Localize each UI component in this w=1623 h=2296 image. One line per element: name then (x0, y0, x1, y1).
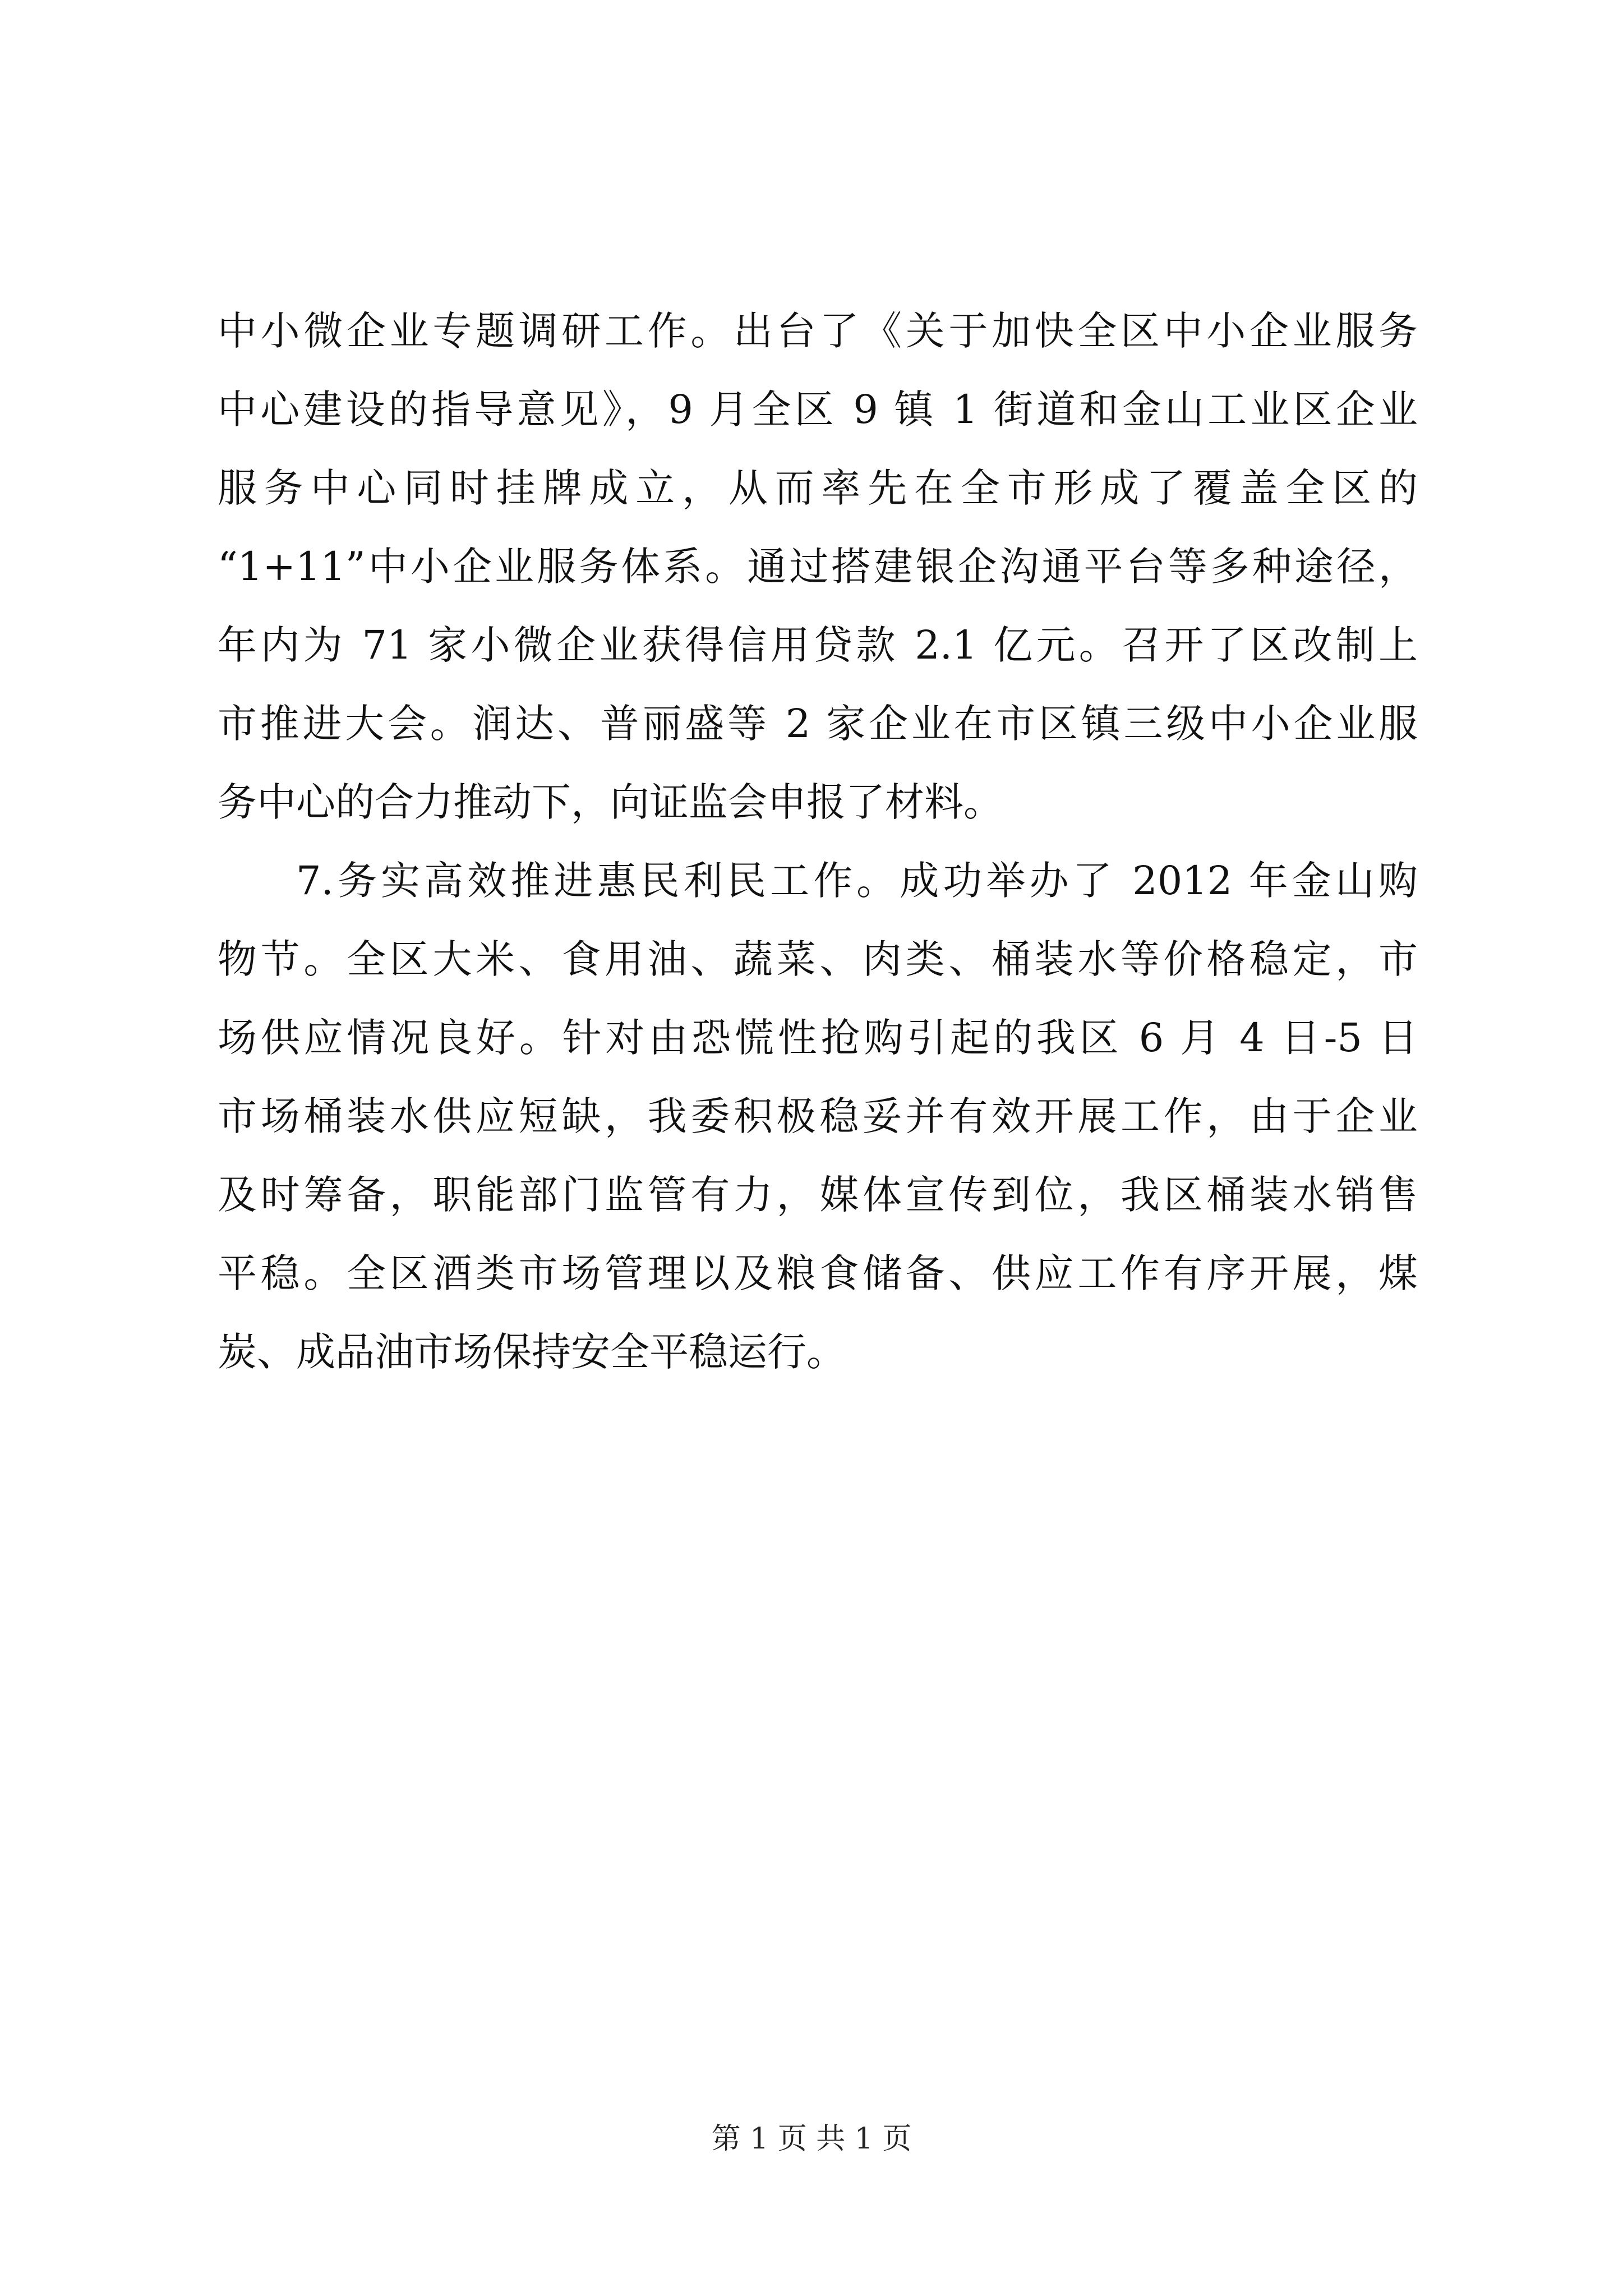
text-line-7: 务中心的合力推动下，向证监会申报了材料。 (218, 779, 1003, 825)
page-footer: 第 1 页 共 1 页 (711, 2122, 912, 2156)
text-line-3: 服务中心同时挂牌成立，从而率先在全市形成了覆盖全区的 (218, 465, 1418, 511)
text-line-6: 市推进大会。润达、普丽盛等 2 家企业在市区镇三级中小企业服 (218, 701, 1418, 747)
text-line-4: “1+11”中小企业服务体系。通过搭建银企沟通平台等多种途径， (218, 544, 1418, 590)
text-line-2: 中心建设的指导意见》，9 月全区 9 镇 1 街道和金山工业区企业 (218, 386, 1418, 432)
text-line-11: 市场桶装水供应短缺，我委积极稳妥并有效开展工作，由于企业 (218, 1093, 1418, 1139)
text-line-13: 平稳。全区酒类市场管理以及粮食储备、供应工作有序开展，煤 (218, 1250, 1418, 1296)
text-line-14: 炭、成品油市场保持安全平稳运行。 (218, 1329, 846, 1375)
text-line-5: 年内为 71 家小微企业获得信用贷款 2.1 亿元。召开了区改制上 (218, 622, 1418, 668)
text-line-10: 场供应情况良好。针对由恐慌性抢购引起的我区 6 月 4 日-5 日 (218, 1015, 1418, 1061)
text-line-8: 7.务实高效推进惠民利民工作。成功举办了 2012 年金山购 (296, 858, 1418, 904)
text-line-1: 中小微企业专题调研工作。出台了《关于加快全区中小企业服务 (218, 308, 1418, 354)
text-line-9: 物节。全区大米、食用油、蔬菜、肉类、桶装水等价格稳定，市 (218, 936, 1418, 982)
text-line-12: 及时筹备，职能部门监管有力，媒体宣传到位，我区桶装水销售 (218, 1172, 1418, 1218)
